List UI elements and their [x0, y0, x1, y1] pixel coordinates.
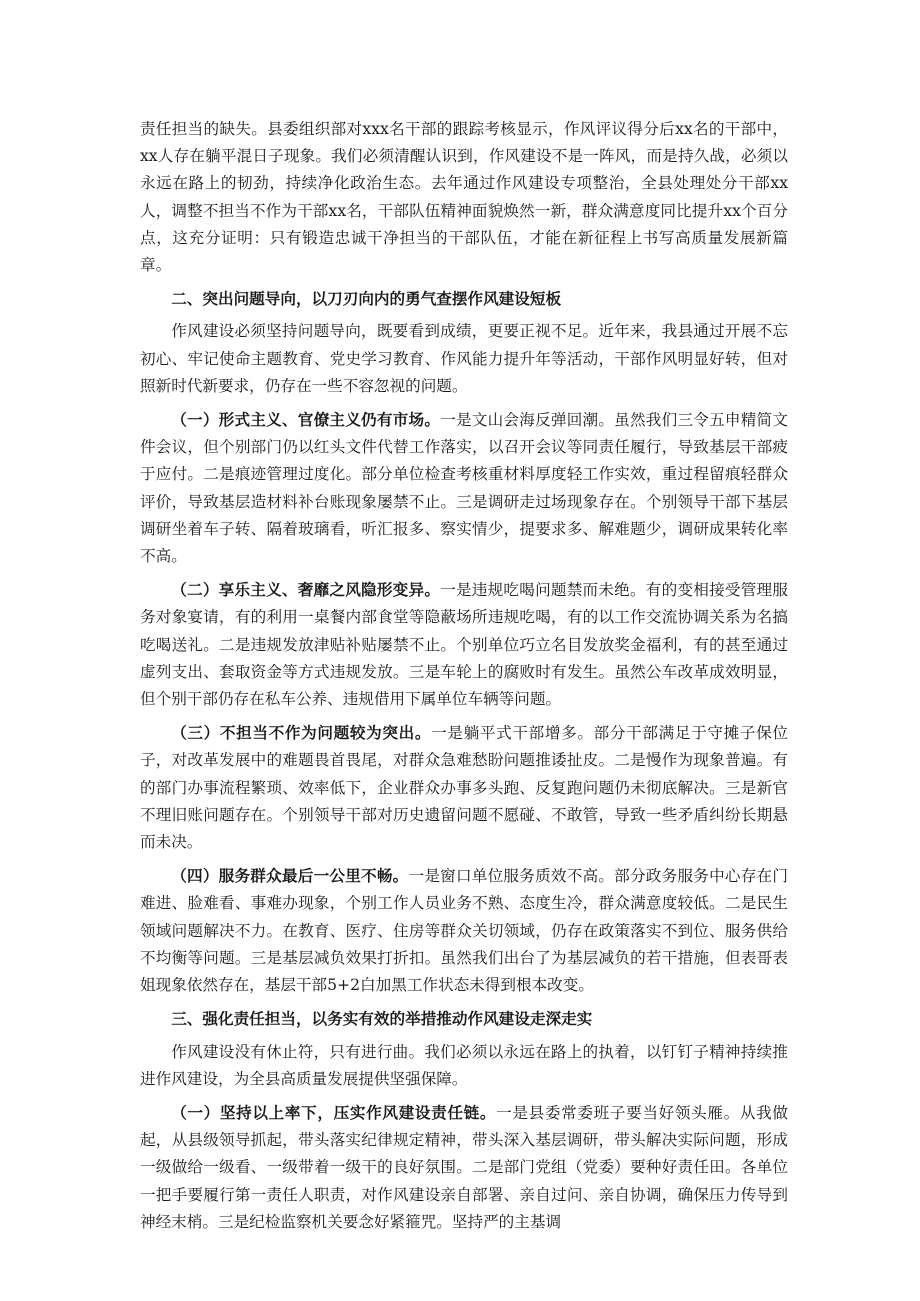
paragraph-continuation: 责任担当的缺失。县委组织部对xxx名干部的跟踪考核显示，作风评议得分后xx名的干部中，xx人存在躺平混日子现象。我们必须清醒认识到，作风建设不是一阵风，而是持久战，必须以永远在路上的韧劲，持续净化政治生态。去年通过作风建设专项整治，全县处理处分干部xx人，调整不担当不作为干部xx名，干部队伍精神面貌焕然一新，群众满意度同比提升xx个百分点，这充分证明：只有锻造忠诚干净担当的干部队伍，才能在新征程上书写高质量发展新篇章。: [140, 120, 788, 275]
subsection-text: 一是违规吃喝问题禁而未绝。有的变相接受管理服务对象宴请，有的利用一桌餐内部食堂等隐蔽场所违规吃喝，有的以工作交流协调关系为名搞吃喝送礼。二是违规发放津贴补贴屡禁不止。个别单位巧立名目发放奖金福利，有的甚至通过虚列支出、套取资金等方式违规发放。三是车轮上的腐败时有发生。虽然公车改革成效明显，但个别干部仍存在私车公养、违规借用下属单位车辆等问题。: [140, 581, 788, 709]
subsection-lead: （四）服务群众最后一公里不畅。: [171, 866, 409, 886]
subsection-lead: （三）不担当不作为问题较为突出。: [171, 723, 432, 743]
subsection-paragraph-4: [140, 862, 788, 999]
subsection-text: 一是文山会海反弹回潮。虽然我们三令五申精简文件会议，但个别部门仍以红头文件代替工作落实，以召开会议等同责任履行，导致基层干部疲于应付。二是痕迹管理过度化。部分单位检查考核重材料厚度轻工作实效，重过程留痕轻群众评价，导致基层造材料补台账现象屡禁不止。三是调研走过场现象存在。个别领导干部下基层调研坐着车子转、隔着玻璃看，听汇报多、察实情少，提要求多、解难题少，调研成果转化率不高。: [140, 411, 788, 566]
subsection-paragraph-2: [140, 576, 788, 713]
section-heading-2: 二、突出问题导向，以刀刃向内的勇气查摆作风建设短板: [171, 289, 562, 309]
subsection-text: 一是窗口单位服务质效不高。部分政务服务中心存在门难进、脸难看、事难办现象，个别工作人员业务不熟、态度生冷，群众满意度较低。二是民生领域问题解决不力。在教育、医疗、住房等群众关切领域，仍存在政策落实不到位、服务供给不均衡等问题。三是基层减负效果打折扣。虽然我们出台了为基层减负的若干措施，但表哥表姐现象依然存在，基层干部5+2白加黑工作状态未得到根本改变。: [140, 867, 788, 995]
subsection-lead: （一）形式主义、官僚主义仍有市场。: [171, 410, 441, 430]
subsection-paragraph-1: [140, 406, 788, 570]
subsection-paragraph-5: [140, 1099, 788, 1236]
paragraph-body: 作风建设没有休止符，只有进行曲。我们必须以永远在路上的执着，以钉钉子精神持续推进作风建设，为全县高质量发展提供坚强保障。: [140, 1042, 788, 1088]
subsection-text: 一是县委常委班子要当好领头雁。从我做起，从县级领导抓起，带头落实纪律规定精神，带头深入基层调研，带头解决实际问题，形成一级做给一级看、一级带着一级干的良好氛围。二是部门党组（党委）要种好责任田。各单位一把手要履行第一责任人职责，对作风建设亲自部署、亲自过问、亲自协调，确保压力传导到神经末梢。三是纪检监察机关要念好紧箍咒。坚持严的主基调: [140, 1103, 788, 1231]
subsection-lead: （二）享乐主义、奢靡之风隐形变异。: [171, 580, 441, 600]
subsection-lead: （一）坚持以上率下，压实作风建设责任链。: [171, 1102, 497, 1122]
subsection-paragraph-3: [140, 719, 788, 856]
paragraph-body: 作风建设必须坚持问题导向，既要看到成绩，更要正视不足。近年来，我县通过开展不忘初心、牢记使命主题教育、党史学习教育、作风能力提升年等活动，干部作风明显好转，但对照新时代新要求，仍存在一些不容忽视的问题。: [140, 322, 788, 395]
section-heading-3: 三、强化责任担当，以务实有效的举措推动作风建设走深走实: [171, 1009, 593, 1029]
subsection-text: 一是躺平式干部增多。部分干部满足于守摊子保位子，对改革发展中的难题畏首畏尾，对群众急难愁盼问题推诿扯皮。二是慢作为现象普遍。有的部门办事流程繁琐、效率低下，企业群众办事多头跑、反复跑问题仍未彻底解决。三是新官不理旧账问题存在。个别领导干部对历史遗留问题不愿碰、不敢管，导致一些矛盾纠纷长期悬而未决。: [140, 724, 788, 852]
